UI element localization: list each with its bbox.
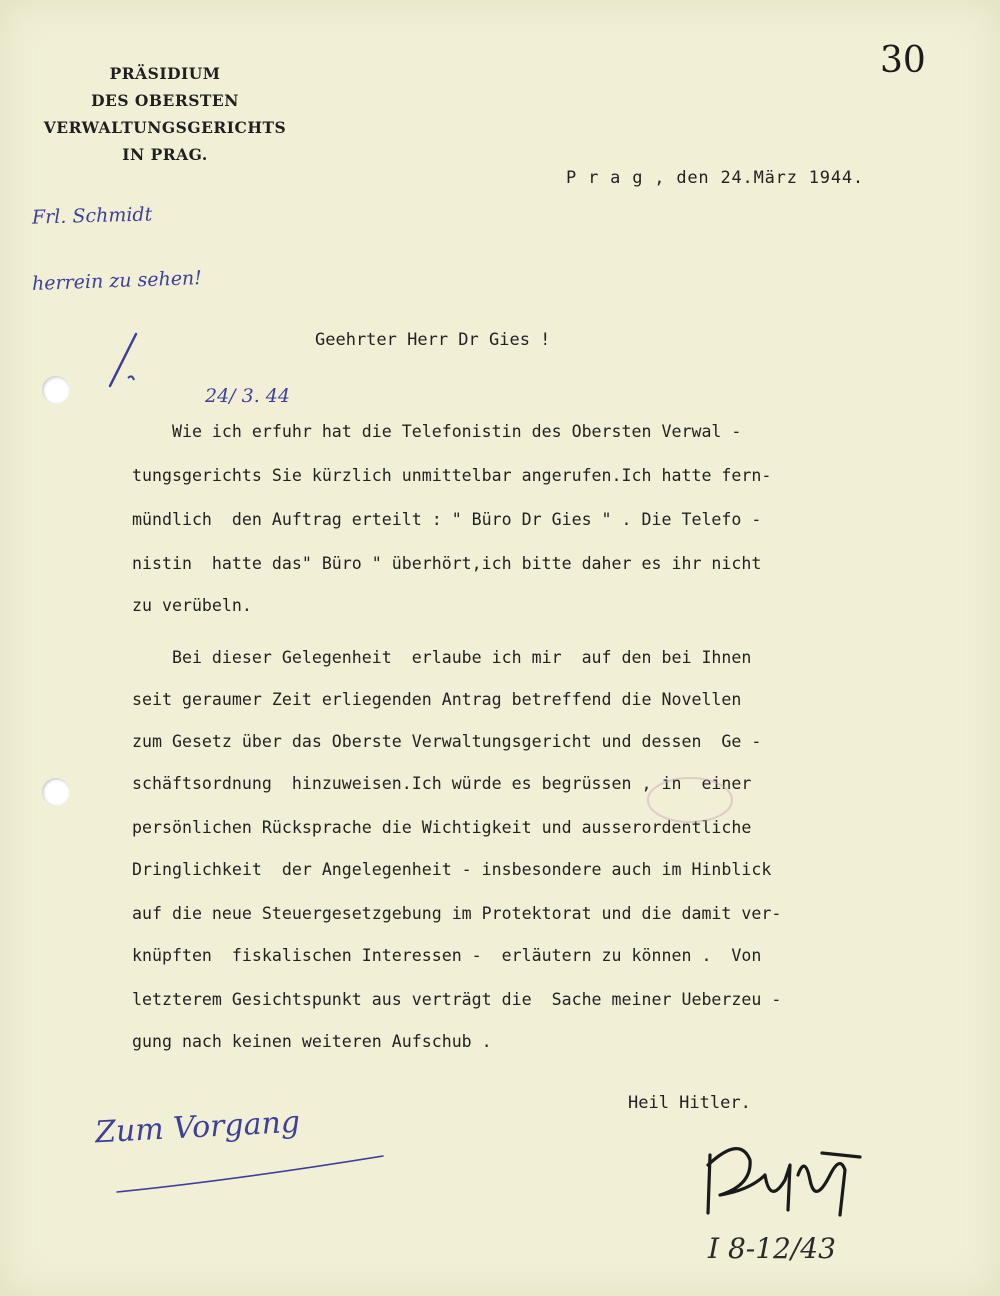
faint-stamp [640, 770, 740, 830]
punch-hole [42, 778, 70, 806]
punch-hole [42, 376, 70, 404]
body-line: zu verübeln. [132, 596, 252, 615]
handwritten-date: 24/ 3. 44 [205, 385, 290, 407]
body-line: Wie ich erfuhr hat die Telefonistin des Obersten Verwal - [132, 422, 742, 441]
body-line: Dringlichkeit der Angelegenheit - insbesondere auch im Hinblick [132, 860, 772, 879]
letterhead-line: DES OBERSTEN [91, 91, 239, 110]
body-line: zum Gesetz über das Oberste Verwaltungsgericht und dessen Ge - [132, 732, 762, 751]
body-line: gung nach keinen weiteren Aufschub . [132, 1032, 492, 1051]
page-number: 30 [880, 40, 926, 81]
handwritten-note: Zum Vorgang [94, 1104, 301, 1151]
body-line: tungsgerichts Sie kürzlich unmittelbar angerufen.Ich hatte fern- [132, 466, 772, 485]
body-line: persönlichen Rücksprache die Wichtigkeit und ausserordentliche [132, 818, 752, 837]
handwritten-note: herrein zu sehen! [31, 267, 203, 295]
handwritten-slash-mark [98, 330, 158, 400]
signature [690, 1135, 870, 1225]
reference-number: I 8-12/43 [708, 1232, 836, 1265]
handwritten-underline [115, 1150, 385, 1200]
body-line: letzterem Gesichtspunkt aus verträgt die Sache meiner Ueberzeu - [132, 990, 782, 1009]
salutation: Geehrter Herr Dr Gies ! [315, 330, 551, 350]
body-line: schäftsordnung hinzuweisen.Ich würde es begrüssen , in einer [132, 774, 752, 793]
closing: Heil Hitler. [628, 1093, 751, 1113]
letterhead-line: IN PRAG. [122, 145, 208, 164]
letterhead [20, 60, 310, 168]
body-line: Bei dieser Gelegenheit erlaube ich mir auf den bei Ihnen [132, 648, 752, 667]
letterhead-line: PRÄSIDIUM [109, 64, 221, 83]
body-line: knüpften fiskalischen Interessen - erläutern zu können . Von [132, 946, 762, 965]
body-line: nistin hatte das" Büro " überhört,ich bitte daher es ihr nicht [132, 554, 762, 573]
body-line: mündlich den Auftrag erteilt : " Büro Dr Gies " . Die Telefo - [132, 510, 762, 529]
date-line: P r a g , den 24.März 1944. [566, 168, 864, 188]
body-line: auf die neue Steuergesetzgebung im Protektorat und die damit ver- [132, 904, 782, 923]
letterhead-line: VERWALTUNGSGERICHTS [43, 118, 287, 137]
body-line: seit geraumer Zeit erliegenden Antrag betreffend die Novellen [132, 690, 742, 709]
handwritten-note: Frl. Schmidt [31, 203, 153, 229]
